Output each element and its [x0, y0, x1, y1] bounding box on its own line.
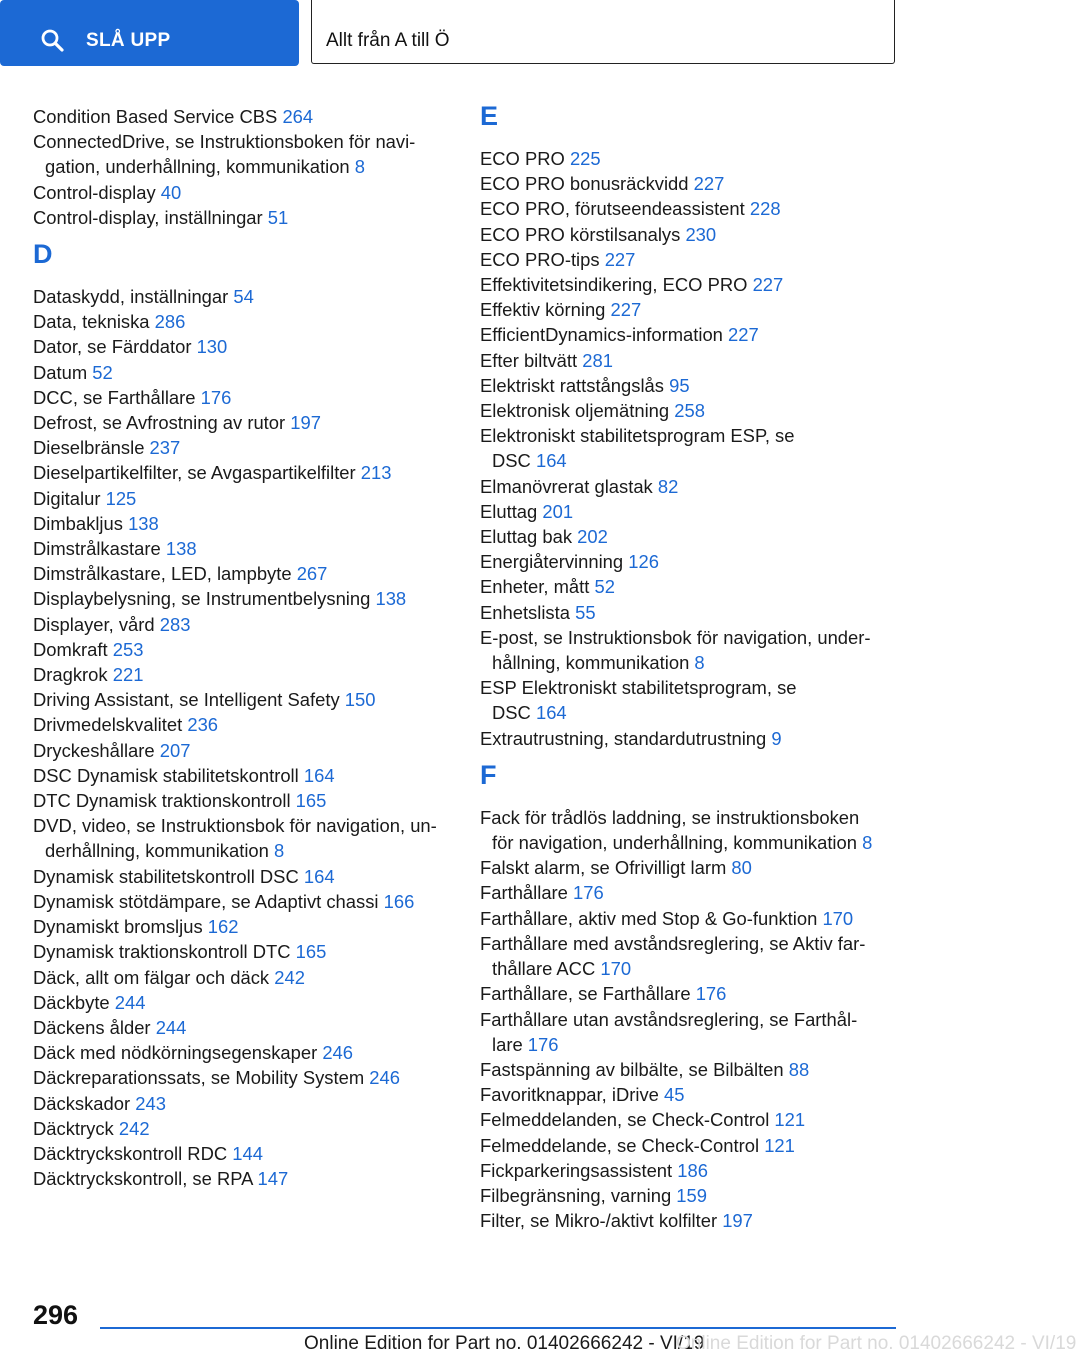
index-entry-text: Domkraft [33, 638, 108, 660]
index-entry-text: Defrost, se Avfrostning av rutor [33, 412, 286, 434]
index-entry-text: Favoritknappar, iDrive [480, 1084, 659, 1106]
index-entry-text: Falskt alarm, se Ofrivilligt larm [480, 857, 727, 879]
index-entry [480, 931, 900, 956]
page-reference-link[interactable]: 40 [160, 181, 182, 203]
index-entry [480, 1057, 900, 1082]
index-entry [33, 486, 453, 511]
header-bar [0, 0, 960, 66]
page-reference-link[interactable]: 52 [594, 576, 615, 598]
index-entry [33, 813, 453, 838]
page-reference-link[interactable]: 246 [322, 1042, 354, 1064]
index-entry [480, 373, 900, 398]
page-reference-link[interactable]: 170 [822, 907, 854, 929]
page-reference-link[interactable]: 164 [303, 865, 335, 887]
page-reference-link[interactable]: 227 [693, 173, 725, 195]
index-entry [480, 348, 900, 373]
page-reference-link[interactable]: 213 [360, 462, 392, 484]
index-entry-text: Däcktryckskontroll, se RPA [33, 1168, 253, 1190]
index-entry [480, 1183, 900, 1208]
index-entry-text: Dieselbränsle [33, 437, 145, 459]
page-reference-link[interactable]: 150 [344, 689, 376, 711]
index-entry [480, 1133, 900, 1158]
search-icon [40, 28, 64, 52]
page-reference-link[interactable]: 121 [764, 1134, 795, 1156]
index-entry [480, 196, 900, 221]
search-button[interactable] [0, 0, 299, 66]
page-reference-link[interactable]: 207 [159, 739, 191, 761]
index-entry-text: Datum [33, 361, 88, 383]
index-entry-continuation [480, 700, 900, 725]
index-entry-text: ECO PRO, förutseendeassistent [480, 198, 745, 220]
index-entry-text: Displayer, vård [33, 613, 155, 635]
index-letter-heading: F [480, 759, 497, 790]
page-reference-link[interactable]: 164 [535, 702, 567, 724]
search-button-label: SLÅ UPP [86, 30, 171, 51]
index-entry [480, 499, 900, 524]
page-reference-link[interactable]: 88 [788, 1058, 810, 1080]
page-reference-link[interactable]: 138 [128, 512, 159, 534]
index-entry-text: Fack för trådlös laddning, se instruktionsboken [480, 806, 860, 828]
section-title-box [311, 0, 895, 64]
page-reference-link[interactable]: 144 [232, 1142, 263, 1164]
page-reference-link[interactable]: 176 [527, 1033, 559, 1055]
page-reference-link[interactable]: 176 [573, 882, 604, 904]
page-reference-link[interactable]: 82 [657, 475, 679, 497]
index-entry-continuation [480, 830, 900, 855]
index-entry [480, 906, 900, 931]
index-entry [480, 805, 900, 830]
page-reference-link[interactable]: 264 [282, 106, 314, 127]
index-entry [33, 410, 453, 435]
index-entry [480, 222, 900, 247]
index-entry-text: Däck med nödkörningsegenskaper [33, 1042, 318, 1064]
index-entry-text: ECO PRO körstilsanalys [480, 223, 681, 245]
page-reference-link[interactable]: 125 [105, 487, 137, 509]
index-entry [33, 309, 453, 334]
page-reference-link[interactable]: 242 [118, 1117, 150, 1139]
index-entry-text: DSC [492, 450, 531, 472]
page-reference-link[interactable]: 8 [354, 156, 366, 178]
index-entry-text: Driving Assistant, se Intelligent Safety [33, 689, 340, 711]
page-reference-link[interactable]: 201 [542, 500, 574, 522]
index-entry [33, 205, 453, 230]
index-entry-text: Efter biltvätt [480, 349, 578, 371]
page-reference-link[interactable]: 244 [155, 1016, 187, 1038]
section-title: Allt från A till Ö [326, 30, 450, 51]
page-reference-link[interactable]: 147 [257, 1168, 289, 1190]
index-entry-text: ConnectedDrive, se Instruktionsboken för navi- [33, 131, 416, 153]
index-entry [33, 864, 453, 889]
index-entry-text: Effektivitetsindikering, ECO PRO [480, 274, 748, 296]
index-entry [33, 1015, 453, 1040]
page-reference-link[interactable]: 227 [604, 248, 636, 270]
index-entry-text: Eluttag [480, 500, 538, 522]
page-number: 296 [33, 1300, 79, 1330]
index-entry-text: DSC [492, 702, 531, 724]
watermark: Online Edition for Part no. 01402666242 - VI/19 [676, 1333, 1076, 1354]
page-reference-link[interactable]: 54 [233, 286, 254, 308]
index-entry-text: Dynamisk traktionskontroll DTC [33, 941, 291, 963]
index-entry [33, 788, 453, 813]
index-entry-text: derhållning, kommunikation [45, 840, 269, 862]
index-entry-text: ECO PRO-tips [480, 248, 600, 270]
page-reference-link[interactable]: 186 [677, 1159, 708, 1181]
index-entry [33, 612, 453, 637]
index-entry-text: DSC Dynamisk stabilitetskontroll [33, 764, 299, 786]
index-entry [480, 297, 900, 322]
page-reference-link[interactable]: 9 [771, 727, 782, 749]
index-entry-text: gation, underhållning, kommunikation [45, 156, 350, 178]
index-entry [480, 146, 900, 171]
index-entry-text: Dieselpartikelfilter, se Avgaspartikelfilter [33, 462, 356, 484]
page-reference-link[interactable]: 95 [669, 374, 690, 396]
index-entry-text: Däcktryckskontroll RDC [33, 1142, 228, 1164]
index-entry-text: EfficientDynamics-information [480, 324, 723, 346]
page-reference-link[interactable]: 242 [274, 966, 305, 988]
page-reference-link[interactable]: 130 [196, 336, 228, 358]
index-entry [480, 549, 900, 574]
index-entry [33, 536, 453, 561]
index-entry-text: Displaybelysning, se Instrumentbelysning [33, 588, 371, 610]
index-entry [480, 171, 900, 196]
index-entry-text: Dimbakljus [33, 512, 123, 534]
index-entry-text: Digitalur [33, 487, 101, 509]
page-reference-link[interactable]: 236 [187, 714, 219, 736]
index-entry [33, 1091, 453, 1116]
index-entry [480, 524, 900, 549]
page-reference-link[interactable]: 286 [154, 311, 186, 333]
index-entry-text: Däckreparationssats, se Mobility System [33, 1067, 365, 1089]
index-entry [33, 1166, 453, 1191]
page-reference-link[interactable]: 45 [664, 1084, 685, 1106]
index-entry-text: Farthållare, se Farthållare [480, 983, 691, 1005]
index-entry-text: Däckskador [33, 1092, 131, 1114]
page-reference-link[interactable]: 165 [295, 790, 327, 812]
page-reference-link[interactable]: 225 [569, 148, 601, 169]
index-entry [33, 738, 453, 763]
page-reference-link[interactable]: 164 [535, 450, 567, 472]
index-entry [33, 334, 453, 359]
index-entry-text: Däckens ålder [33, 1016, 151, 1038]
index-entry-text: hållning, kommunikation [492, 652, 690, 674]
index-entry [480, 398, 900, 423]
page-reference-link[interactable]: 244 [114, 991, 146, 1013]
index-column-right [480, 101, 900, 1233]
index-entry [480, 880, 900, 905]
index-entry-text: Eluttag bak [480, 526, 573, 548]
index-entry [33, 763, 453, 788]
index-entry [480, 423, 900, 448]
index-entry [480, 1082, 900, 1107]
index-entry [480, 474, 900, 499]
page-reference-link[interactable]: 197 [722, 1210, 753, 1232]
index-entry-text: Enhetslista [480, 601, 570, 623]
footer-divider [100, 1327, 896, 1329]
page-reference-link[interactable]: 197 [290, 412, 321, 434]
index-entry [480, 1208, 900, 1233]
index-entry [33, 914, 453, 939]
index-entry [480, 322, 900, 347]
page-reference-link[interactable]: 121 [774, 1109, 806, 1131]
index-entry-text: Felmeddelanden, se Check-Control [480, 1109, 770, 1131]
index-entry [33, 129, 453, 154]
index-entry [33, 561, 453, 586]
index-entry-text: E-post, se Instruktionsbok för navigation, under- [480, 626, 871, 648]
index-entry-continuation [33, 154, 453, 179]
index-entry [33, 284, 453, 309]
index-entry-text: Dynamisk stabilitetskontroll DSC [33, 865, 299, 887]
page-reference-link[interactable]: 165 [295, 941, 327, 963]
index-entry-text: Dimstrålkastare, LED, lampbyte [33, 563, 292, 585]
page-reference-link[interactable]: 283 [159, 613, 191, 635]
index-entry-text: DCC, se Farthållare [33, 386, 196, 408]
index-entry [33, 637, 453, 662]
index-entry-text: Filbegränsning, varning [480, 1184, 672, 1206]
index-entry [33, 687, 453, 712]
index-entry [33, 104, 453, 129]
index-entry [33, 939, 453, 964]
index-entry-text: Dynamiskt bromsljus [33, 916, 203, 938]
index-entry-text: Control-display, inställningar [33, 206, 263, 228]
page-reference-link[interactable]: 138 [165, 538, 197, 560]
index-entry-text: Control-display [33, 181, 156, 203]
index-entry-continuation [33, 838, 453, 863]
index-entry-text: Extrautrustning, standardutrustning [480, 727, 767, 749]
page-reference-link[interactable]: 221 [112, 664, 144, 686]
page-reference-link[interactable]: 55 [575, 601, 596, 623]
index-entry-text: Filter, se Mikro-/aktivt kolfilter [480, 1210, 718, 1232]
index-entry [480, 600, 900, 625]
index-letter-heading: D [33, 239, 53, 270]
index-entry-text: Fastspänning av bilbälte, se Bilbälten [480, 1058, 784, 1080]
page-reference-link[interactable]: 246 [369, 1067, 400, 1089]
index-entry-text: ECO PRO [480, 148, 565, 169]
index-entry-text: Farthållare med avståndsreglering, se Aktiv far- [480, 932, 866, 954]
page-reference-link[interactable]: 228 [749, 198, 781, 220]
footer-edition: Online Edition for Part no. 01402666242 - VI/19 [304, 1333, 705, 1354]
index-entry-text: Dator, se Färddator [33, 336, 192, 358]
index-entry-text: Däcktryck [33, 1117, 114, 1139]
index-entry [480, 247, 900, 272]
page-reference-link[interactable]: 230 [685, 223, 717, 245]
index-column-left [33, 104, 453, 1191]
index-entry-text: DTC Dynamisk traktionskontroll [33, 790, 291, 812]
index-entry-text: Enheter, mått [480, 576, 590, 598]
page-reference-link[interactable]: 52 [92, 361, 113, 383]
index-entry-text: Dryckeshållare [33, 739, 155, 761]
page-reference-link[interactable]: 202 [577, 526, 608, 548]
page-reference-link[interactable]: 80 [731, 857, 752, 879]
page-reference-link[interactable]: 258 [674, 400, 705, 422]
page-reference-link[interactable]: 126 [628, 551, 659, 573]
page-reference-link[interactable]: 138 [375, 588, 407, 610]
page-reference-link[interactable]: 227 [610, 299, 642, 321]
index-entry-text: Farthållare utan avståndsreglering, se Farthål- [480, 1008, 858, 1030]
index-entry [480, 1158, 900, 1183]
index-entry-continuation [480, 448, 900, 473]
index-entry [33, 965, 453, 990]
index-entry [480, 981, 900, 1006]
index-entry-text: Data, tekniska [33, 311, 150, 333]
index-entry [33, 1040, 453, 1065]
index-entry-text: Dynamisk stötdämpare, se Adaptivt chassi [33, 890, 379, 912]
index-entry [33, 1065, 453, 1090]
page-reference-link[interactable]: 164 [303, 764, 335, 786]
index-entry-text: Effektiv körning [480, 299, 606, 321]
page-reference-link[interactable]: 227 [752, 274, 784, 296]
index-entry [33, 662, 453, 687]
index-entry [480, 1007, 900, 1032]
index-entry-text: Dataskydd, inställningar [33, 286, 229, 308]
index-entry [33, 511, 453, 536]
page-reference-link[interactable]: 281 [582, 349, 613, 371]
index-entry-text: ESP Elektroniskt stabilitetsprogram, se [480, 677, 797, 699]
index-entry-text: thållare ACC [492, 958, 596, 980]
index-entry-text: Farthållare, aktiv med Stop & Go-funktion [480, 907, 818, 929]
index-entry-text: Fickparkeringsassistent [480, 1159, 673, 1181]
page-reference-link[interactable]: 159 [676, 1184, 707, 1206]
index-entry [33, 990, 453, 1015]
index-entry-text: Elmanövrerat glastak [480, 475, 653, 497]
index-entry [33, 435, 453, 460]
index-entry [33, 586, 453, 611]
page-reference-link[interactable]: 237 [149, 437, 181, 459]
page-reference-link[interactable]: 227 [728, 324, 759, 346]
index-entry-text: DVD, video, se Instruktionsbok för navigation, un- [33, 815, 437, 837]
index-entry-text: för navigation, underhållning, kommunikation [492, 832, 857, 854]
page-reference-link[interactable]: 243 [135, 1092, 166, 1114]
page-reference-link[interactable]: 176 [200, 386, 232, 408]
index-entry-text: Dragkrok [33, 664, 108, 686]
index-entry [33, 385, 453, 410]
page-reference-link[interactable]: 267 [296, 563, 328, 585]
index-entry-text: ECO PRO bonusräckvidd [480, 173, 689, 195]
index-entry [480, 1107, 900, 1132]
index-entry-text: lare [492, 1033, 523, 1055]
index-entry [33, 1141, 453, 1166]
page-reference-link[interactable]: 8 [694, 652, 705, 674]
index-entry-text: Farthållare [480, 882, 568, 904]
index-entry-text: Condition Based Service CBS [33, 106, 278, 127]
index-entry [480, 625, 900, 650]
page-reference-link[interactable]: 162 [207, 916, 239, 938]
index-entry-text: Elektriskt rattstångslås [480, 374, 664, 396]
index-entry [480, 726, 900, 751]
index-entry [33, 360, 453, 385]
index-entry-text: Felmeddelande, se Check-Control [480, 1134, 760, 1156]
index-entry-text: Drivmedelskvalitet [33, 714, 183, 736]
index-entry [33, 460, 453, 485]
index-entry-text: Däckbyte [33, 991, 110, 1013]
index-entry-text: Däck, allt om fälgar och däck [33, 966, 270, 988]
index-entry-continuation [480, 956, 900, 981]
index-entry [33, 889, 453, 914]
index-entry-text: Elektroniskt stabilitetsprogram ESP, se [480, 425, 795, 447]
page-reference-link[interactable]: 51 [267, 206, 289, 228]
index-letter-heading: E [480, 101, 499, 131]
index-entry [480, 574, 900, 599]
page-reference-link[interactable]: 8 [862, 832, 873, 854]
page-reference-link[interactable]: 253 [112, 638, 144, 660]
index-entry-text: Elektronisk oljemätning [480, 400, 670, 422]
index-entry-continuation [480, 650, 900, 675]
index-entry [33, 712, 453, 737]
index-entry [33, 1116, 453, 1141]
index-entry [480, 675, 900, 700]
page-reference-link[interactable]: 8 [274, 840, 285, 862]
index-entry-continuation [480, 1032, 900, 1057]
page-reference-link[interactable]: 166 [383, 890, 415, 912]
index-entry-text: Energiåtervinning [480, 551, 624, 573]
index-entry [480, 855, 900, 880]
index-entry-text: Dimstrålkastare [33, 538, 161, 560]
index-entry [480, 272, 900, 297]
page-reference-link[interactable]: 170 [600, 958, 632, 980]
page-reference-link[interactable]: 176 [695, 983, 727, 1005]
index-entry [33, 180, 453, 205]
